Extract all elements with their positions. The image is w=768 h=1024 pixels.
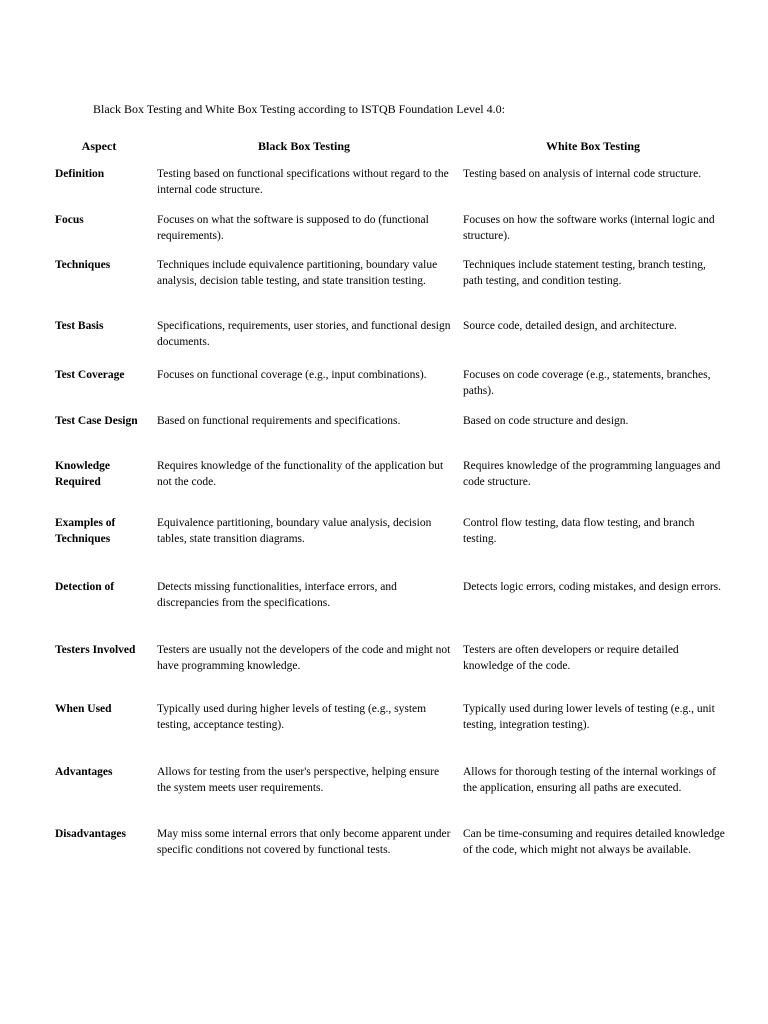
row-white-knowledge-required: Requires knowledge of the programming languages and code structure. <box>463 460 721 488</box>
row-aspect-definition: Definition <box>55 168 105 180</box>
row-white-test-case-design: Based on code structure and design. <box>463 415 629 427</box>
row-black-disadvantages: May miss some internal errors that only become apparent under specific conditions not covered by functional tests. <box>157 828 451 856</box>
row-black-when-used: Typically used during higher levels of testing (e.g., system testing, acceptance testing). <box>157 703 427 731</box>
row-aspect-focus: Focus <box>55 214 84 226</box>
document-title: Black Box Testing and White Box Testing according to ISTQB Foundation Level 4.0: <box>93 102 505 116</box>
row-white-test-basis: Source code, detailed design, and architecture. <box>463 320 677 332</box>
row-aspect-examples-of-techniques: Examples of Techniques <box>55 517 116 545</box>
row-aspect-test-coverage: Test Coverage <box>55 369 125 381</box>
row-black-test-coverage: Focuses on functional coverage (e.g., input combinations). <box>157 369 427 381</box>
row-black-test-basis: Specifications, requirements, user stories, and functional design documents. <box>157 320 451 348</box>
row-black-knowledge-required: Requires knowledge of the functionality of the application but not the code. <box>157 460 444 488</box>
row-aspect-techniques: Techniques <box>55 259 111 271</box>
column-header-white-box: White Box Testing <box>545 139 641 153</box>
row-white-examples-of-techniques: Control flow testing, data flow testing, and branch testing. <box>463 517 695 545</box>
row-black-detection-of: Detects missing functionalities, interface errors, and discrepancies from the specifications. <box>157 581 397 609</box>
row-white-testers-involved: Testers are often developers or require detailed knowledge of the code. <box>463 644 679 672</box>
row-aspect-when-used: When Used <box>55 703 112 715</box>
row-aspect-testers-involved: Testers Involved <box>55 644 136 656</box>
row-black-definition: Testing based on functional specifications without regard to the internal code structure. <box>157 168 449 196</box>
row-aspect-disadvantages: Disadvantages <box>55 828 126 840</box>
row-aspect-advantages: Advantages <box>55 766 113 778</box>
row-black-examples-of-techniques: Equivalence partitioning, boundary value analysis, decision tables, state transition diagrams. <box>157 517 432 545</box>
row-white-when-used: Typically used during lower levels of testing (e.g., unit testing, integration testing). <box>463 703 715 731</box>
row-aspect-test-case-design: Test Case Design <box>55 415 138 427</box>
row-white-test-coverage: Focuses on code coverage (e.g., statements, branches, paths). <box>463 369 711 397</box>
row-white-detection-of: Detects logic errors, coding mistakes, and design errors. <box>463 581 722 593</box>
row-black-advantages: Allows for testing from the user's perspective, helping ensure the system meets user requirements. <box>157 766 440 794</box>
row-aspect-knowledge-required: Knowledge Required <box>55 460 110 488</box>
row-black-techniques: Techniques include equivalence partitioning, boundary value analysis, decision table testing, and state transition testing. <box>157 259 438 287</box>
row-white-advantages: Allows for thorough testing of the internal workings of the application, ensuring all paths are executed. <box>463 766 716 794</box>
column-header-black-box: Black Box Testing <box>257 139 351 153</box>
row-white-techniques: Techniques include statement testing, branch testing, path testing, and condition testing. <box>463 259 706 287</box>
row-white-focus: Focuses on how the software works (internal logic and structure). <box>463 214 715 242</box>
column-header-aspect: Aspect <box>81 139 117 153</box>
row-white-definition: Testing based on analysis of internal code structure. <box>463 168 702 180</box>
row-black-test-case-design: Based on functional requirements and specifications. <box>157 415 401 427</box>
row-aspect-detection-of: Detection of <box>55 581 115 593</box>
row-aspect-test-basis: Test Basis <box>55 320 104 332</box>
row-black-focus: Focuses on what the software is supposed to do (functional requirements). <box>157 214 429 242</box>
row-black-testers-involved: Testers are usually not the developers of the code and might not have programming knowledge. <box>157 644 451 672</box>
row-white-disadvantages: Can be time-consuming and requires detailed knowledge of the code, which might not always be available. <box>463 828 725 856</box>
